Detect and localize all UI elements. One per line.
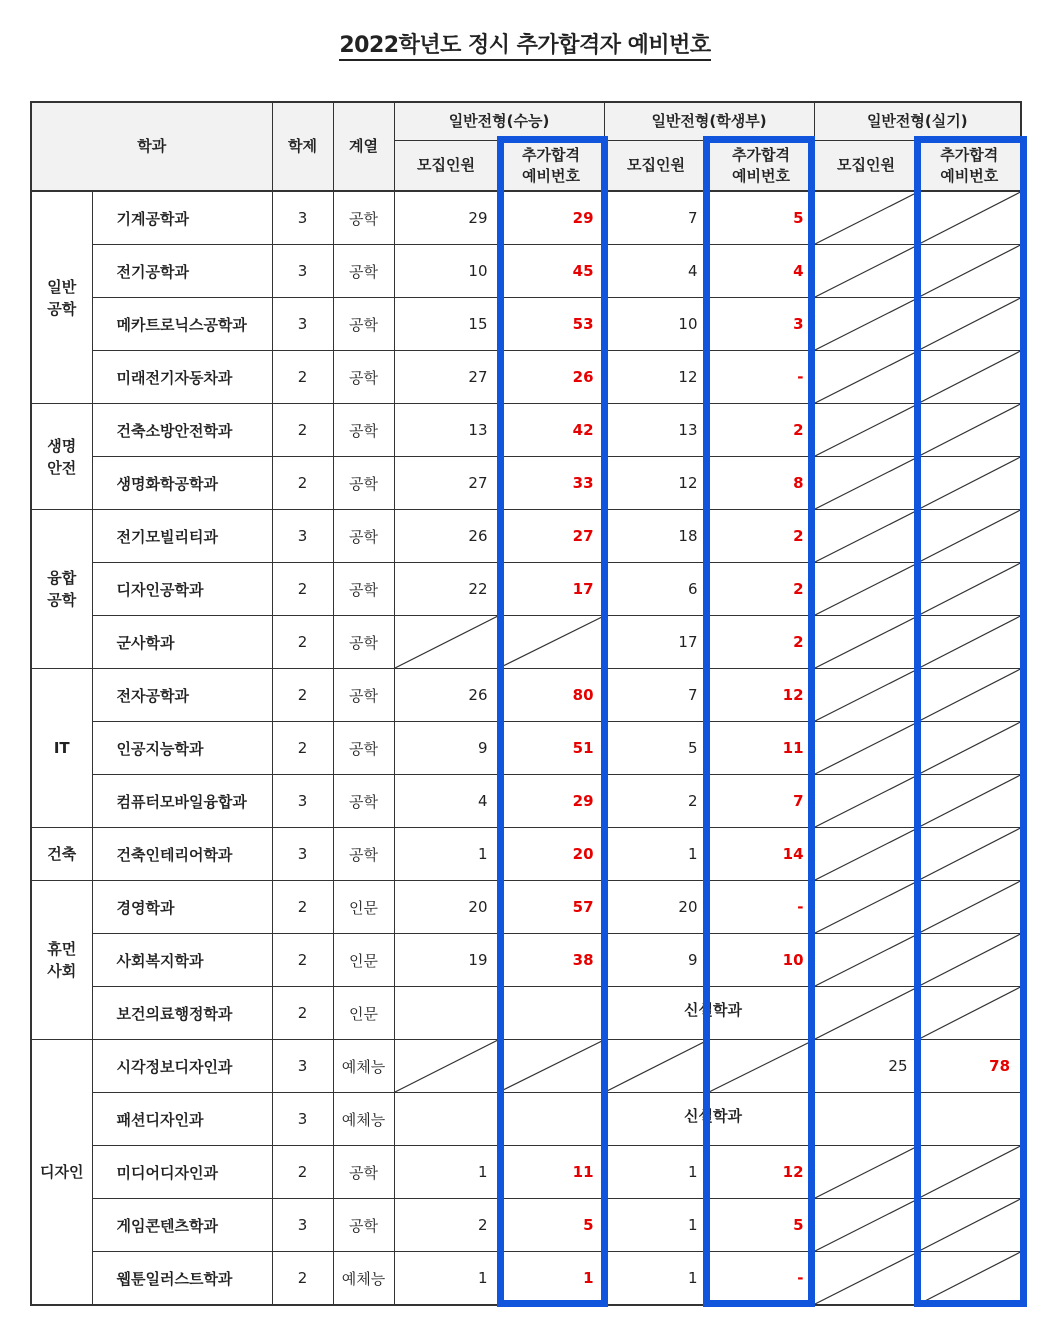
diagonal-line [499,1040,604,1092]
practical-quota-cell [814,563,918,616]
suneung-waitlist-cell: 17 [498,563,604,616]
suneung-waitlist-cell: 5 [498,1199,604,1252]
practical-quota-cell: 25 [814,1040,918,1093]
diagonal-line [815,510,918,562]
suneung-waitlist-cell: 57 [498,881,604,934]
record-waitlist-cell: 2 [708,404,814,457]
table-row [31,351,1021,404]
practical-waitlist-cell [918,1146,1021,1199]
category-cell: 일반 공학 [31,191,92,404]
diagonal-line [815,1199,918,1251]
years-cell: 3 [272,828,333,881]
dept-name: 기계공학과 [92,191,272,245]
practical-quota-cell [814,1199,918,1252]
dept-name: 전기모빌리티과 [92,510,272,563]
suneung-waitlist-cell: 33 [498,457,604,510]
suneung-waitlist-cell: 29 [498,191,604,245]
record-waitlist-cell: 2 [708,510,814,563]
dept-name: 생명화학공학과 [92,457,272,510]
diagonal-line [815,245,918,297]
table-row [31,775,1021,828]
record-quota-cell [604,1040,708,1093]
suneung-waitlist-cell: 51 [498,722,604,775]
suneung-quota-cell: 29 [394,191,498,245]
table-row [31,881,1021,934]
practical-waitlist-cell [918,563,1021,616]
suneung-quota-cell: 15 [394,298,498,351]
field-cell: 공학 [333,298,394,351]
record-waitlist-cell: 7 [708,775,814,828]
dept-name: 패션디자인과 [92,1093,272,1146]
years-cell: 2 [272,987,333,1040]
record-waitlist-cell: 12 [708,669,814,722]
record-waitlist-cell: 4 [708,245,814,298]
diagonal-line [919,298,1021,350]
suneung-quota-cell: 22 [394,563,498,616]
practical-waitlist-cell [918,722,1021,775]
suneung-waitlist-cell [498,1040,604,1093]
diagonal-line [709,1040,814,1092]
field-cell: 공학 [333,1146,394,1199]
years-cell: 3 [272,298,333,351]
field-cell: 공학 [333,351,394,404]
practical-waitlist-cell [918,987,1021,1040]
header-waitlist: 추가합격 예비번호 [498,141,604,192]
record-quota-cell: 13 [604,404,708,457]
practical-quota-cell [814,616,918,669]
table-row [31,563,1021,616]
table-row [31,1252,1021,1306]
suneung-quota-cell: 1 [394,1146,498,1199]
field-cell: 공학 [333,775,394,828]
field-cell: 공학 [333,457,394,510]
dept-name: 보건의료행정학과 [92,987,272,1040]
practical-waitlist-cell [918,881,1021,934]
record-quota-cell: 1 [604,1252,708,1306]
diagonal-line [919,881,1021,933]
practical-quota-cell [814,351,918,404]
header-dept: 학과 [31,102,272,191]
record-quota-cell: 7 [604,669,708,722]
diagonal-line [815,1252,918,1304]
diagonal-line [815,457,918,509]
dept-name: 건축소방안전학과 [92,404,272,457]
table-row [31,245,1021,298]
record-waitlist-cell: 5 [708,1199,814,1252]
suneung-quota-cell: 26 [394,669,498,722]
header-quota: 모집인원 [814,141,918,192]
record-quota-cell: 17 [604,616,708,669]
practical-quota-cell [814,404,918,457]
years-cell: 2 [272,563,333,616]
record-quota-cell: 10 [604,298,708,351]
table-row [31,934,1021,987]
practical-quota-cell [814,510,918,563]
diagonal-line [815,563,918,615]
field-cell: 공학 [333,616,394,669]
diagonal-line [605,1040,708,1092]
record-quota-cell: 1 [604,1146,708,1199]
practical-waitlist-cell [918,245,1021,298]
record-waitlist-cell: 11 [708,722,814,775]
suneung-quota-cell: 2 [394,1199,498,1252]
field-cell: 공학 [333,722,394,775]
record-waitlist-cell: 2 [708,563,814,616]
record-quota-cell: 1 [604,1199,708,1252]
field-cell: 인문 [333,987,394,1040]
practical-waitlist-cell [918,404,1021,457]
diagonal-line [815,987,918,1039]
suneung-quota-cell: 19 [394,934,498,987]
practical-waitlist-cell [918,351,1021,404]
diagonal-line [815,669,918,721]
header-waitlist: 추가합격 예비번호 [708,141,814,192]
diagonal-line [815,351,918,403]
years-cell: 3 [272,510,333,563]
diagonal-line [919,1252,1021,1304]
record-waitlist-cell: 8 [708,457,814,510]
diagonal-line [919,245,1021,297]
diagonal-line [395,616,498,668]
practical-waitlist-cell: 78 [918,1040,1021,1093]
field-cell: 인문 [333,934,394,987]
table-row [31,616,1021,669]
field-cell: 공학 [333,1199,394,1252]
record-waitlist-cell: - [708,881,814,934]
field-cell: 예체능 [333,1093,394,1146]
practical-waitlist-cell [918,457,1021,510]
practical-quota-cell [814,669,918,722]
record-waitlist-cell: 10 [708,934,814,987]
years-cell: 3 [272,245,333,298]
years-cell: 2 [272,722,333,775]
diagonal-line [815,881,918,933]
diagonal-line [919,934,1021,986]
suneung-quota-cell: 1 [394,828,498,881]
table-body [31,191,1021,1305]
category-cell: 건축 [31,828,92,881]
suneung-quota-cell: 26 [394,510,498,563]
practical-quota-cell [814,245,918,298]
suneung-quota-cell: 1 [394,1252,498,1306]
suneung-quota-cell: 13 [394,404,498,457]
table-row [31,987,1021,1040]
practical-waitlist-cell [918,1252,1021,1306]
practical-quota-cell [814,1252,918,1306]
record-quota-cell: 18 [604,510,708,563]
diagonal-line [919,1199,1021,1251]
suneung-waitlist-cell: 45 [498,245,604,298]
field-cell: 인문 [333,881,394,934]
practical-quota-cell [814,1093,918,1146]
diagonal-line [815,192,918,244]
diagonal-line [815,616,918,668]
suneung-quota-cell: 10 [394,245,498,298]
record-waitlist-cell: 12 [708,1146,814,1199]
new-dept-label: 신설학과 [684,1106,742,1125]
years-cell: 2 [272,881,333,934]
record-waitlist-cell [708,1040,814,1093]
diagonal-line [499,616,604,668]
diagonal-line [815,828,918,880]
suneung-waitlist-cell: 20 [498,828,604,881]
table-row [31,669,1021,722]
diagonal-line [919,987,1021,1039]
practical-waitlist-cell [918,775,1021,828]
dept-name: 게임콘텐츠학과 [92,1199,272,1252]
record-quota-cell: 12 [604,457,708,510]
header-years: 학제 [272,102,333,191]
dept-name: 웹툰일러스트학과 [92,1252,272,1306]
field-cell: 공학 [333,669,394,722]
diagonal-line [919,457,1021,509]
record-waitlist-cell: - [708,351,814,404]
diagonal-line [919,404,1021,456]
field-cell: 공학 [333,404,394,457]
table-header [31,102,1021,191]
suneung-quota-cell: 9 [394,722,498,775]
dept-name: 미래전기자동차과 [92,351,272,404]
suneung-waitlist-cell: 38 [498,934,604,987]
table-row [31,1199,1021,1252]
years-cell: 3 [272,1093,333,1146]
diagonal-line [815,298,918,350]
suneung-waitlist-cell: 1 [498,1252,604,1306]
diagonal-line [919,192,1021,244]
suneung-quota-cell [394,1040,498,1093]
dept-name: 메카트로닉스공학과 [92,298,272,351]
practical-waitlist-cell [918,616,1021,669]
suneung-quota-cell: 27 [394,457,498,510]
field-cell: 공학 [333,563,394,616]
practical-quota-cell [814,934,918,987]
suneung-quota-cell: 20 [394,881,498,934]
category-cell: 융합 공학 [31,510,92,669]
diagonal-line [919,828,1021,880]
practical-waitlist-cell [918,828,1021,881]
practical-quota-cell [814,987,918,1040]
new-dept-label: 신설학과 [684,1000,742,1019]
record-quota-cell: 12 [604,351,708,404]
dept-name: 전기공학과 [92,245,272,298]
suneung-waitlist-cell: 42 [498,404,604,457]
table-row [31,1040,1021,1093]
diagonal-line [919,1146,1021,1198]
record-waitlist-cell: - [708,1252,814,1306]
dept-name: 건축인테리어학과 [92,828,272,881]
suneung-waitlist-cell: 80 [498,669,604,722]
dept-name: 전자공학과 [92,669,272,722]
years-cell: 2 [272,1252,333,1306]
table-row [31,828,1021,881]
dept-name: 컴퓨터모바일융합과 [92,775,272,828]
years-cell: 2 [272,616,333,669]
practical-waitlist-cell [918,298,1021,351]
header-field: 계열 [333,102,394,191]
years-cell: 3 [272,191,333,245]
category-cell: 디자인 [31,1040,92,1306]
record-quota-cell: 2 [604,775,708,828]
diagonal-line [919,351,1021,403]
record-waitlist-cell: 14 [708,828,814,881]
dept-name: 미디어디자인과 [92,1146,272,1199]
header-group-record: 일반전형(학생부) [604,102,814,141]
practical-waitlist-cell [918,191,1021,245]
years-cell: 2 [272,1146,333,1199]
years-cell: 2 [272,934,333,987]
field-cell: 공학 [333,191,394,245]
header-group-suneung: 일반전형(수능) [394,102,604,141]
record-quota-cell: 6 [604,563,708,616]
diagonal-line [395,1040,498,1092]
years-cell: 3 [272,775,333,828]
practical-quota-cell [814,191,918,245]
diagonal-line [815,775,918,827]
diagonal-line [919,563,1021,615]
diagonal-line [919,616,1021,668]
record-waitlist-cell: 5 [708,191,814,245]
record-quota-cell: 20 [604,881,708,934]
table-row [31,191,1021,245]
table-row [31,298,1021,351]
suneung-quota-cell: 27 [394,351,498,404]
table-row [31,1093,1021,1146]
dept-name: 시각정보디자인과 [92,1040,272,1093]
diagonal-line [815,722,918,774]
field-cell: 공학 [333,510,394,563]
dept-name: 경영학과 [92,881,272,934]
field-cell: 공학 [333,245,394,298]
suneung-waitlist-cell [498,616,604,669]
dept-name: 디자인공학과 [92,563,272,616]
practical-quota-cell [814,298,918,351]
practical-waitlist-cell [918,669,1021,722]
diagonal-line [815,934,918,986]
practical-waitlist-cell [918,510,1021,563]
record-quota-cell: 9 [604,934,708,987]
practical-quota-cell [814,775,918,828]
suneung-quota-cell: 4 [394,775,498,828]
record-quota-cell: 4 [604,245,708,298]
diagonal-line [919,722,1021,774]
practical-quota-cell [814,457,918,510]
record-waitlist-cell: 3 [708,298,814,351]
category-cell: 생명 안전 [31,404,92,510]
practical-waitlist-cell [918,1199,1021,1252]
practical-waitlist-cell [918,934,1021,987]
dept-name: 군사학과 [92,616,272,669]
practical-quota-cell [814,722,918,775]
practical-quota-cell [814,881,918,934]
suneung-waitlist-cell: 26 [498,351,604,404]
field-cell: 공학 [333,828,394,881]
page-title: 2022학년도 정시 추가합격자 예비번호 [0,28,1050,59]
category-cell: IT [31,669,92,828]
table-row [31,1146,1021,1199]
dept-name: 인공지능학과 [92,722,272,775]
diagonal-line [919,510,1021,562]
header-quota: 모집인원 [604,141,708,192]
suneung-waitlist-cell: 11 [498,1146,604,1199]
category-cell: 휴먼 사회 [31,881,92,1040]
header-waitlist: 추가합격 예비번호 [918,141,1021,192]
practical-quota-cell [814,828,918,881]
table-row [31,457,1021,510]
years-cell: 2 [272,351,333,404]
diagonal-line [919,775,1021,827]
record-waitlist-cell: 2 [708,616,814,669]
diagonal-line [815,1146,918,1198]
record-quota-cell: 5 [604,722,708,775]
years-cell: 3 [272,1199,333,1252]
field-cell: 예체능 [333,1252,394,1306]
suneung-waitlist-cell: 53 [498,298,604,351]
dept-name: 사회복지학과 [92,934,272,987]
header-quota: 모집인원 [394,141,498,192]
practical-waitlist-cell [918,1093,1021,1146]
diagonal-line [919,669,1021,721]
record-quota-cell: 7 [604,191,708,245]
diagonal-line [815,404,918,456]
suneung-quota-cell [394,616,498,669]
table-row [31,510,1021,563]
practical-quota-cell [814,1146,918,1199]
field-cell: 예체능 [333,1040,394,1093]
record-quota-cell: 1 [604,828,708,881]
suneung-waitlist-cell: 29 [498,775,604,828]
table-row [31,404,1021,457]
suneung-waitlist-cell: 27 [498,510,604,563]
years-cell: 3 [272,1040,333,1093]
years-cell: 2 [272,457,333,510]
header-group-practical: 일반전형(실기) [814,102,1021,141]
waitlist-table [30,101,1022,1306]
years-cell: 2 [272,669,333,722]
years-cell: 2 [272,404,333,457]
table-row [31,722,1021,775]
